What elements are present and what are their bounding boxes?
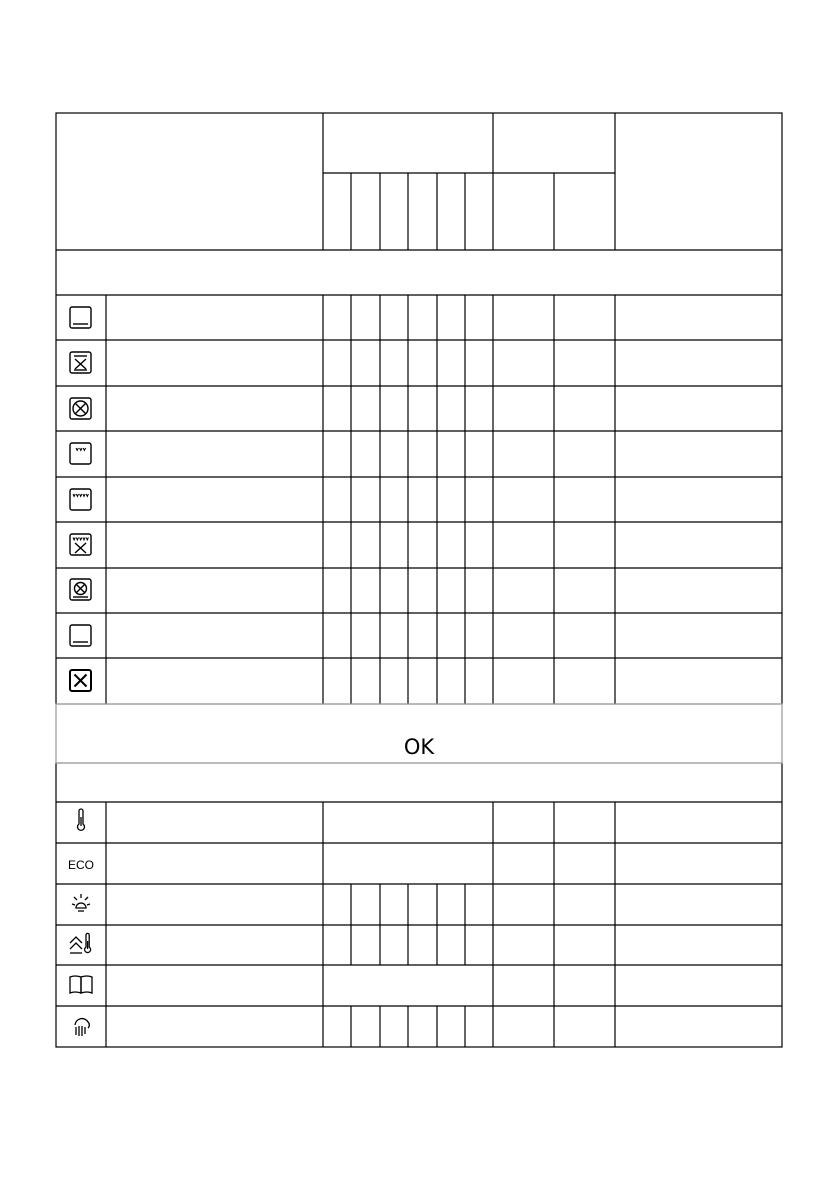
- bottom-heat-icon: [70, 625, 91, 646]
- steam-icon: [75, 1019, 89, 1036]
- fan-heat-icon: [70, 398, 91, 419]
- top-bottom-heat-icon: [70, 307, 91, 328]
- grill-small-icon: [70, 443, 91, 464]
- defrost-icon: [70, 670, 91, 691]
- lamp-icon: [72, 894, 90, 911]
- ok-button-label[interactable]: OK: [403, 735, 435, 759]
- fan-bottom-heat-icon: [70, 579, 91, 600]
- table-grid: [56, 113, 782, 1047]
- eco-label: ECO: [67, 858, 95, 872]
- recipe-book-icon: [70, 976, 92, 993]
- fast-heat-up-icon: [70, 933, 91, 953]
- grill-fan-icon: [70, 352, 91, 373]
- thermometer-icon: [78, 809, 85, 830]
- turbo-grill-icon: [70, 534, 91, 555]
- settings-table: [56, 113, 782, 1047]
- grill-large-icon: [70, 489, 91, 510]
